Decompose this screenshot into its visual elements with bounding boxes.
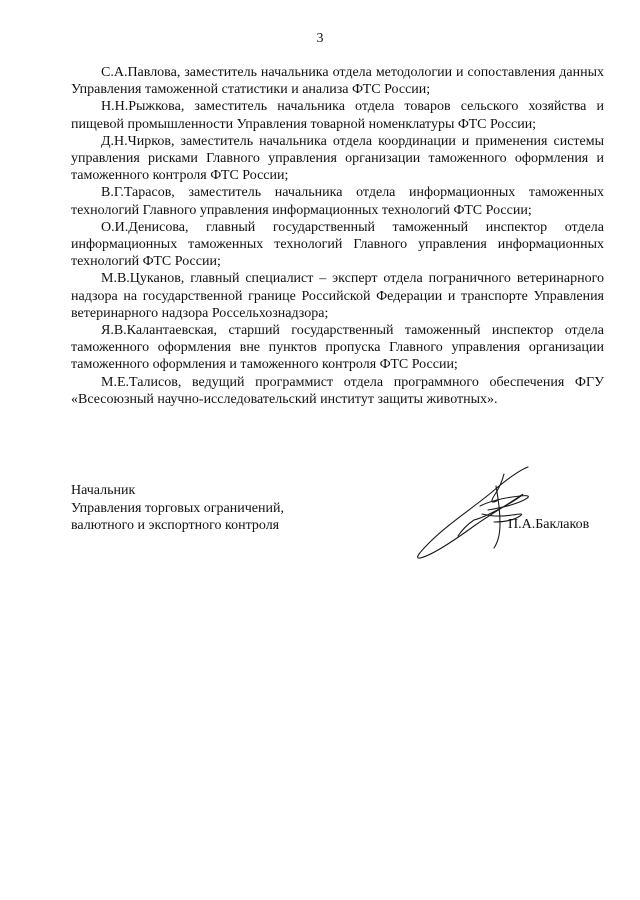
member-paragraph: Н.Н.Рыжкова, заместитель начальника отдела товаров сельского хозяйства и пищевой промышленности Управления товарной номенклатуры ФТС России; bbox=[71, 99, 604, 132]
signatory-name: П.А.Баклаков bbox=[508, 517, 590, 532]
page-number: 3 bbox=[316, 31, 324, 46]
member-paragraph: С.А.Павлова, заместитель начальника отдела методологии и сопоставления данных Управления таможенной статистики и анализа ФТС России; bbox=[71, 65, 604, 98]
signature-block bbox=[71, 482, 604, 562]
member-list bbox=[71, 64, 604, 408]
handwritten-signature bbox=[408, 462, 538, 562]
member-paragraph: В.Г.Тарасов, заместитель начальника отдела информационных таможенных технологий Главного управления информационных технологий ФТС России; bbox=[71, 185, 604, 218]
signatory-title-line: Управления торговых ограничений, bbox=[71, 500, 284, 516]
member-paragraph: О.И.Денисова, главный государственный таможенный инспектор отдела информационных таможенных технологий Главного управления информационных технологий ФТС России; bbox=[71, 219, 604, 270]
signatory-title-line: Начальник bbox=[71, 483, 136, 498]
signatory-position bbox=[71, 482, 284, 535]
member-paragraph: М.Е.Талисов, ведущий программист отдела программного обеспечения ФГУ «Всесоюзный научно-исследовательский институт защиты животных». bbox=[71, 374, 604, 407]
member-paragraph: Д.Н.Чирков, заместитель начальника отдела координации и применения системы управления рисками Главного управления организации таможенного оформления и таможенного контроля ФТС России; bbox=[71, 133, 604, 184]
signatory-title-line: валютного и экспортного контроля bbox=[71, 518, 280, 533]
member-paragraph: Я.В.Калантаевская, старший государственный таможенный инспектор отдела таможенного оформления вне пунктов пропуска Главного управления организации таможенного оформления и таможенного контроля ФТС России; bbox=[71, 323, 604, 373]
member-paragraph: М.В.Цуканов, главный специалист – эксперт отдела пограничного ветеринарного надзора на государственной границе Российской Федерации и транспорте Управления ветеринарного надзора Россельхознадзора; bbox=[71, 271, 604, 321]
